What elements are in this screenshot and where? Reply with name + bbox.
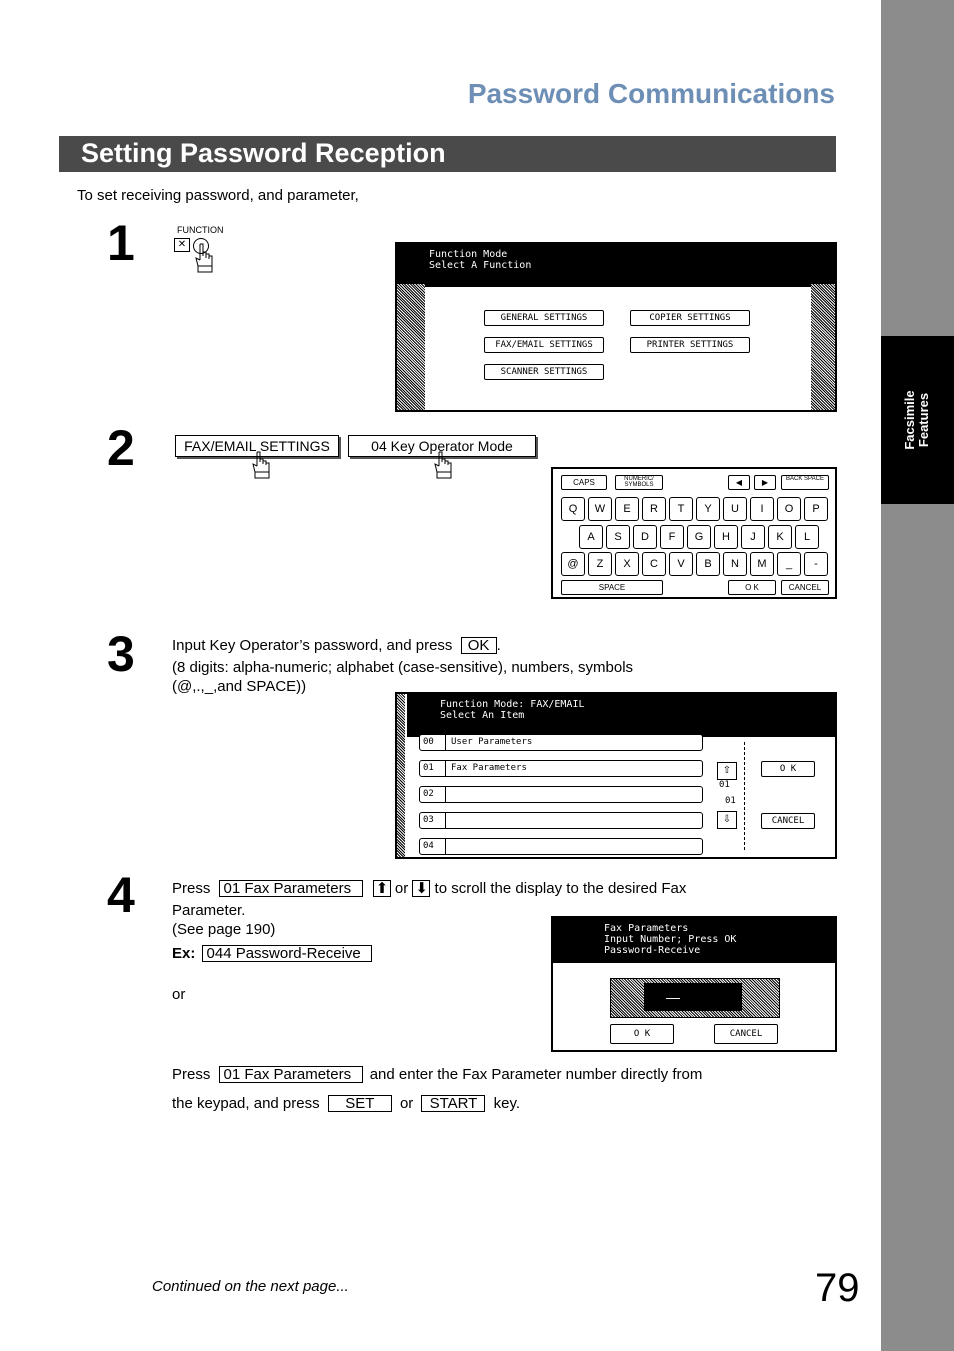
key-g[interactable]: G [687, 525, 711, 549]
cancel-button[interactable]: CANCEL [761, 813, 815, 829]
key-k[interactable]: K [768, 525, 792, 549]
page-title: Password Communications [467, 78, 835, 109]
lcd-line-1: Function Mode: FAX/EMAIL [440, 699, 585, 710]
or-text: or [172, 986, 186, 1003]
item-label [446, 815, 451, 825]
lcd-line-3: Password-Receive [604, 945, 701, 956]
lcd-item-select [395, 692, 837, 859]
key-z[interactable]: Z [588, 552, 612, 576]
caps-key[interactable]: CAPS [561, 475, 607, 490]
key-o[interactable]: O [777, 497, 801, 521]
scroll-down-icon[interactable]: ⇩ [717, 811, 737, 829]
key-w[interactable]: W [588, 497, 612, 521]
page-current: 01 [719, 780, 730, 790]
number-input[interactable]: — [644, 983, 742, 1011]
key-n[interactable]: N [723, 552, 747, 576]
general-settings-button[interactable]: GENERAL SETTINGS [484, 310, 604, 326]
lcd-header [397, 244, 835, 287]
lcd-line-2: Select A Function [429, 260, 532, 271]
item-label: Fax Parameters [451, 763, 527, 773]
numeric-symbols-key[interactable]: NUMERIC/ SYMBOLS [615, 475, 663, 490]
step4-para2-line2 [172, 1094, 520, 1113]
example-line [172, 944, 372, 963]
scrollbar-track [744, 742, 746, 850]
lcd-hatch-left [397, 284, 425, 410]
item-label [446, 841, 451, 851]
key-q[interactable]: Q [561, 497, 585, 521]
printer-settings-button[interactable]: PRINTER SETTINGS [630, 337, 750, 353]
key-p[interactable]: P [804, 497, 828, 521]
list-item[interactable] [419, 812, 703, 829]
start-key: START [421, 1095, 485, 1112]
item-label: User Parameters [451, 737, 533, 747]
step-number: 3 [107, 626, 135, 682]
or-text: or [394, 880, 409, 897]
enter-text: and enter the Fax Parameter number directly from [369, 1066, 703, 1083]
continued-note: Continued on the next page... [152, 1278, 349, 1295]
key-u[interactable]: U [723, 497, 747, 521]
item-number: 00 [420, 735, 446, 750]
key-c[interactable]: C [642, 552, 666, 576]
tab-line-2: Features [916, 392, 931, 448]
section-tab-label [903, 390, 931, 449]
lcd-hatch-left [397, 694, 405, 857]
function-key-icon: ✕ [174, 238, 190, 252]
item-number: 02 [420, 787, 446, 802]
step3-line1 [172, 636, 501, 655]
list-item[interactable] [419, 786, 703, 803]
set-key: SET [328, 1095, 392, 1112]
keypad-text: the keypad, and press [172, 1095, 320, 1112]
key-symbol[interactable]: _ [777, 552, 801, 576]
key-e[interactable]: E [615, 497, 639, 521]
scanner-settings-button[interactable]: SCANNER SETTINGS [484, 364, 604, 380]
key-x[interactable]: X [615, 552, 639, 576]
item-number: 01 [420, 761, 446, 776]
step4-para2-line1 [172, 1065, 702, 1084]
copier-settings-button[interactable]: COPIER SETTINGS [630, 310, 750, 326]
sidebar [881, 0, 954, 1351]
lcd-header [407, 694, 835, 737]
key-d[interactable]: D [633, 525, 657, 549]
scroll-down-icon: ⬇ [412, 880, 430, 897]
hand-pointer-icon [250, 451, 276, 479]
scroll-up-icon: ⬆ [373, 880, 391, 897]
key-m[interactable]: M [750, 552, 774, 576]
section-bar [59, 136, 836, 172]
key-symbol[interactable]: - [804, 552, 828, 576]
cursor-left-key[interactable]: ◀ [728, 475, 750, 490]
fax-email-settings-button[interactable]: FAX/EMAIL SETTINGS [175, 435, 339, 457]
cursor-right-key[interactable]: ▶ [754, 475, 776, 490]
cancel-key[interactable]: CANCEL [781, 580, 829, 595]
list-item[interactable] [419, 760, 703, 777]
step4-line3: (See page 190) [172, 921, 276, 938]
lcd-function-select [395, 242, 837, 412]
lcd-line-1: Function Mode [429, 249, 508, 260]
section-title: Setting Password Reception [81, 138, 446, 168]
hand-pointer-icon [192, 242, 220, 274]
key-v[interactable]: V [669, 552, 693, 576]
key-operator-mode-button[interactable]: 04 Key Operator Mode [348, 435, 536, 457]
ok-button[interactable]: O K [761, 761, 815, 777]
key-y[interactable]: Y [696, 497, 720, 521]
list-item[interactable] [419, 734, 703, 751]
scroll-text: to scroll the display to the desired Fax [434, 880, 687, 897]
cancel-button[interactable]: CANCEL [714, 1024, 778, 1044]
list-item[interactable] [419, 838, 703, 855]
key-l[interactable]: L [795, 525, 819, 549]
item-label [446, 789, 451, 799]
step3-line3: (@,.,_,and SPACE)) [172, 678, 307, 695]
step4-line1 [172, 879, 686, 898]
fax-parameters-button: 01 Fax Parameters [219, 1066, 363, 1083]
key-r[interactable]: R [642, 497, 666, 521]
intro-text: To set receiving password, and parameter, [77, 187, 359, 204]
key-t[interactable]: T [669, 497, 693, 521]
key-text: key. [493, 1095, 521, 1112]
step3-period: . [496, 637, 501, 654]
lcd-line-2: Input Number; Press OK [604, 934, 737, 945]
press-text: Press [172, 1066, 211, 1083]
scroll-up-icon[interactable]: ⇧ [717, 762, 737, 780]
password-receive-button: 044 Password-Receive [202, 945, 372, 962]
lcd-line-2: Select An Item [440, 710, 525, 721]
ok-key[interactable]: O K [728, 580, 776, 595]
step-number: 1 [107, 215, 135, 271]
lcd-keyboard [551, 467, 837, 599]
press-text: Press [172, 880, 211, 897]
key-f[interactable]: F [660, 525, 684, 549]
page-total: 01 [725, 796, 736, 806]
or-text: or [399, 1095, 414, 1112]
step-number: 4 [107, 867, 135, 923]
tab-line-1: Facsimile [902, 390, 917, 450]
hand-pointer-icon [432, 451, 458, 479]
key-i[interactable]: I [750, 497, 774, 521]
space-key[interactable]: SPACE [561, 580, 663, 595]
page-number: 79 [815, 1266, 860, 1310]
backspace-key[interactable]: BACK SPACE [781, 475, 829, 490]
key-b[interactable]: B [696, 552, 720, 576]
example-label: Ex: [172, 945, 196, 962]
lcd-number-input [551, 916, 837, 1052]
step3-line2: (8 digits: alpha-numeric; alphabet (case-sensitive), numbers, symbols [172, 659, 634, 676]
step3-text: Input Key Operator’s password, and press [172, 637, 453, 654]
fax-email-settings-button[interactable]: FAX/EMAIL SETTINGS [484, 337, 604, 353]
lcd-line-1: Fax Parameters [604, 923, 689, 934]
item-number: 04 [420, 839, 446, 854]
step4-line2: Parameter. [172, 902, 246, 919]
key-s[interactable]: S [606, 525, 630, 549]
lcd-header [553, 918, 835, 963]
key-j[interactable]: J [741, 525, 765, 549]
lcd-hatch-right [811, 284, 835, 410]
ok-key: OK [461, 637, 497, 654]
step-number: 2 [107, 420, 135, 476]
function-label: FUNCTION [177, 225, 224, 235]
key-symbol[interactable]: @ [561, 552, 585, 576]
item-number: 03 [420, 813, 446, 828]
fax-parameters-button: 01 Fax Parameters [219, 880, 363, 897]
key-h[interactable]: H [714, 525, 738, 549]
ok-button[interactable]: O K [610, 1024, 674, 1044]
key-a[interactable]: A [579, 525, 603, 549]
